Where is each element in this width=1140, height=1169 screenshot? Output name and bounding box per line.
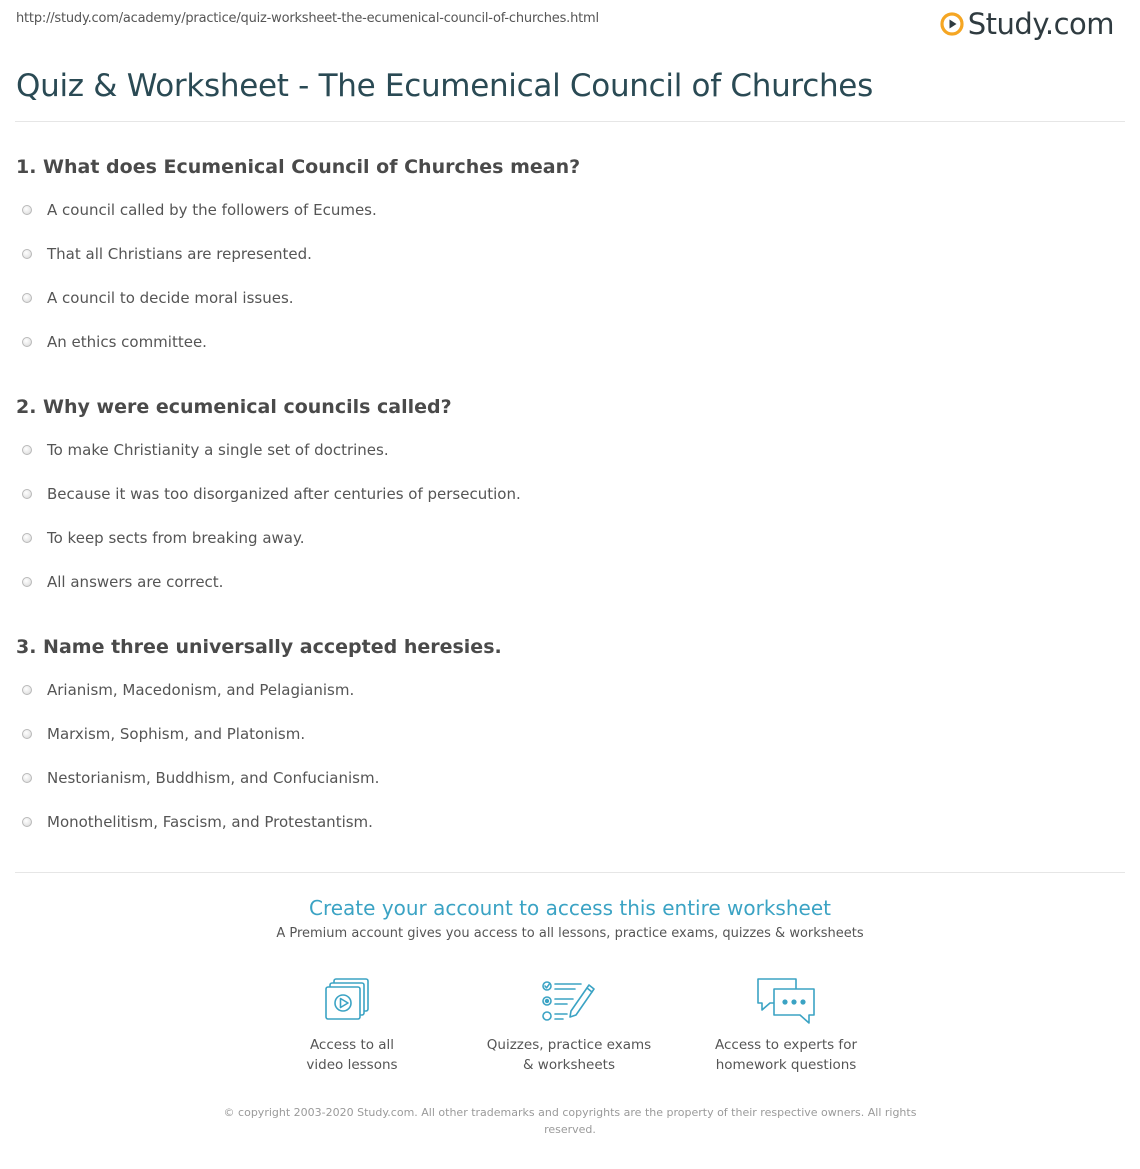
signup-cta bbox=[0, 892, 1140, 943]
logo-text: Study.com bbox=[967, 7, 1114, 41]
answer-text: Nestorianism, Buddhism, and Confucianism. bbox=[47, 769, 380, 787]
radio-button[interactable] bbox=[22, 445, 32, 455]
study-logo[interactable] bbox=[940, 6, 1114, 42]
answer-option[interactable] bbox=[22, 439, 389, 461]
answer-text: A council to decide moral issues. bbox=[47, 289, 294, 307]
feature-label bbox=[696, 1035, 876, 1075]
answer-option[interactable] bbox=[22, 243, 312, 265]
feature-video-lessons bbox=[262, 975, 442, 1075]
top-bar bbox=[0, 0, 1140, 52]
radio-button[interactable] bbox=[22, 249, 32, 259]
answer-option[interactable] bbox=[22, 679, 354, 701]
radio-button[interactable] bbox=[22, 577, 32, 587]
feature-label-line: Access to all bbox=[309, 1037, 395, 1053]
video-lessons-icon bbox=[320, 975, 384, 1029]
radio-button[interactable] bbox=[22, 729, 32, 739]
copyright-line: © copyright 2003-2020 Study.com. All other trademarks and copyrights are the property of their respective owners. All rights bbox=[223, 1106, 917, 1119]
radio-button[interactable] bbox=[22, 293, 32, 303]
answer-text: Because it was too disorganized after centuries of persecution. bbox=[47, 485, 521, 503]
feature-experts bbox=[696, 975, 876, 1075]
answer-text: Monothelitism, Fascism, and Protestantism. bbox=[47, 813, 373, 831]
feature-label bbox=[479, 1035, 659, 1075]
answer-option[interactable] bbox=[22, 571, 223, 593]
answer-text: All answers are correct. bbox=[47, 573, 224, 591]
radio-button[interactable] bbox=[22, 337, 32, 347]
play-circle-icon bbox=[940, 12, 964, 36]
answer-option[interactable] bbox=[22, 331, 207, 353]
page-title: Quiz & Worksheet - The Ecumenical Council of Churches bbox=[16, 68, 873, 104]
radio-button[interactable] bbox=[22, 685, 32, 695]
feature-label-line: & worksheets bbox=[522, 1057, 615, 1073]
answer-option[interactable] bbox=[22, 199, 377, 221]
answer-text: A council called by the followers of Ecumes. bbox=[47, 201, 377, 219]
feature-label-line: Quizzes, practice exams bbox=[486, 1037, 652, 1053]
feature-label-line: Access to experts for bbox=[714, 1037, 857, 1053]
copyright-line: reserved. bbox=[544, 1123, 596, 1136]
quiz-checklist-icon bbox=[537, 975, 601, 1029]
feature-quizzes bbox=[479, 975, 659, 1075]
radio-button[interactable] bbox=[22, 817, 32, 827]
answer-text: That all Christians are represented. bbox=[47, 245, 312, 263]
answer-text: To make Christianity a single set of doctrines. bbox=[47, 441, 389, 459]
answer-text: Arianism, Macedonism, and Pelagianism. bbox=[47, 681, 355, 699]
question-title: 3. Name three universally accepted heresies. bbox=[16, 636, 502, 658]
title-divider bbox=[15, 121, 1125, 122]
answer-option[interactable] bbox=[22, 527, 304, 549]
page-url: http://study.com/academy/practice/quiz-worksheet-the-ecumenical-council-of-churches.html bbox=[16, 11, 599, 26]
cta-subheading: A Premium account gives you access to all lessons, practice exams, quizzes & worksheets bbox=[276, 926, 864, 941]
chat-bubbles-icon bbox=[754, 975, 818, 1029]
answer-text: Marxism, Sophism, and Platonism. bbox=[47, 725, 306, 743]
question-title: 2. Why were ecumenical councils called? bbox=[16, 396, 452, 418]
answer-option[interactable] bbox=[22, 287, 294, 309]
cta-divider bbox=[15, 872, 1125, 873]
question-title: 1. What does Ecumenical Council of Churches mean? bbox=[16, 156, 581, 178]
answer-text: An ethics committee. bbox=[47, 333, 207, 351]
feature-label-line: video lessons bbox=[306, 1057, 398, 1073]
feature-label-line: homework questions bbox=[715, 1057, 857, 1073]
radio-button[interactable] bbox=[22, 205, 32, 215]
answer-option[interactable] bbox=[22, 767, 379, 789]
radio-button[interactable] bbox=[22, 773, 32, 783]
answer-option[interactable] bbox=[22, 483, 521, 505]
answer-option[interactable] bbox=[22, 811, 373, 833]
radio-button[interactable] bbox=[22, 489, 32, 499]
feature-label bbox=[262, 1035, 442, 1075]
cta-heading-link[interactable]: Create your account to access this entire worksheet bbox=[309, 896, 831, 920]
copyright bbox=[210, 1104, 930, 1138]
question-1 bbox=[16, 154, 1116, 351]
answer-option[interactable] bbox=[22, 723, 305, 745]
question-3 bbox=[16, 634, 1116, 831]
radio-button[interactable] bbox=[22, 533, 32, 543]
answer-text: To keep sects from breaking away. bbox=[47, 529, 305, 547]
question-2 bbox=[16, 394, 1116, 591]
